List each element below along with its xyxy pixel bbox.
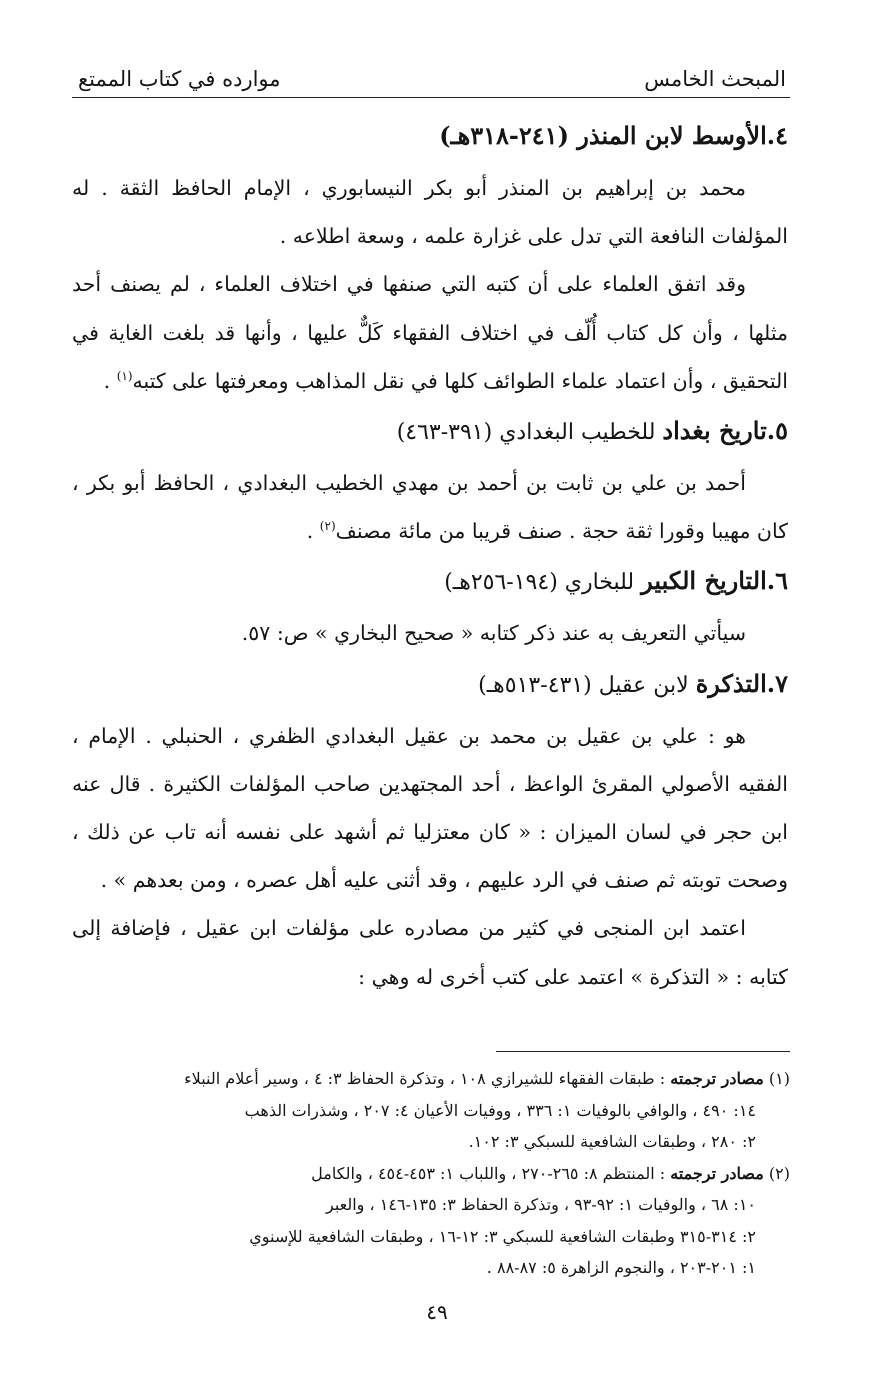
section-heading: ٤.الأوسط لابن المنذر (٢٤١-٣١٨هـ) xyxy=(439,121,788,150)
paragraph: سيأتي التعريف به عند ذكر كتابه « صحيح البخاري » ص: ٥٧. xyxy=(241,621,746,646)
footnote-ref[interactable]: (٢) xyxy=(319,519,336,534)
section-heading: ٦.التاريخ الكبير للبخاري (١٩٤-٢٥٦هـ) xyxy=(444,566,788,596)
section-heading: ٥.تاريخ بغداد للخطيب البغدادي (٣٩١-٤٦٣) xyxy=(396,416,788,446)
main-text xyxy=(72,110,788,1001)
section-heading: ٧.التذكرة لابن عقيل (٤٣١-٥١٣هـ) xyxy=(478,668,788,698)
paragraph: أحمد بن علي بن ثابت بن أحمد بن مهدي الخطيب البغدادي ، الحافظ أبو بكر ، كان مهيبا وقورا ثقة حجة . صنف قريبا من مائة مصنف$^{(٢)}$ . xyxy=(72,471,788,544)
footnote-ref[interactable]: (١) xyxy=(116,368,133,383)
section-al-tarikh-al-kabir xyxy=(72,555,788,657)
footnotes xyxy=(72,1063,790,1284)
header-divider xyxy=(72,97,790,98)
paragraph: هو : علي بن عقيل بن محمد بن عقيل البغدادي الظفري ، الحنبلي . الإمام ، الفقيه الأصولي المقرئ الواعظ ، أحد المجتهدين صاحب المؤلفات الكثيرة . قال عنه ابن حجر في لسان الميزان : « كان معتزليا ثم أشهد على نفسه أنه تاب عن ذلك ، وصحت توبته ثم صنف في الرد عليهم ، وقد أثنى عليه أهل عصره ، ومن بعدهم » . xyxy=(72,723,788,893)
page-number: ٤٩ xyxy=(426,1300,448,1324)
footnote-1: (١) مصادر ترجمته : طبقات الفقهاء للشيرازي ١٠٨ ، وتذكرة الحفاظ ٣: ٤ ، وسير أعلام النبلاء ١٤: ٤٩٠ ، والوافي بالوفيات ١: ٣٣٦ ، ووفيات الأعيان ٤: ٢٠٧ ، وشذرات الذهب ٢: ٢٨٠ ، وطبقات الشافعية للسبكي ٣: ١٠٢. xyxy=(184,1069,790,1151)
header-chapter-title: موارده في كتاب الممتع xyxy=(78,67,281,91)
paragraph: محمد بن إبراهيم بن المنذر أبو بكر النيسابوري ، الإمام الحافظ الثقة . له المؤلفات النافعة التي تدل على غزارة علمه ، وسعة اطلاعه . xyxy=(72,176,788,249)
section-tarikh-baghdad xyxy=(72,405,788,555)
header-section-title: المبحث الخامس xyxy=(644,67,786,91)
footnote-2: (٢) مصادر ترجمته : المنتظم ٨: ٢٦٥-٢٧٠ ، واللباب ١: ٤٥٣-٤٥٤ ، والكامل ١٠: ٦٨ ، والوفيات ١: ٩٢-٩٣ ، وتذكرة الحفاظ ٣: ١٣٥-١٤٦ ، والعبر ٢: ٣١٤-٣١٥ وطبقات الشافعية للسبكي ٣: ١٢-١٦ ، وطبقات الشافعية للإسنوي ١: ٢٠١-٢٠٣ ، والنجوم الزاهرة ٥: ٨٧-٨٨ . xyxy=(249,1163,790,1277)
paragraph: وقد اتفق العلماء على أن كتبه التي صنفها في اختلاف العلماء ، لم يصنف أحد مثلها ، وأن كل كتاب أُلّف في اختلاف الفقهاء كَلٌّ عليها ، وأنها قد بلغت الغاية في التحقيق ، وأن اعتماد علماء الطوائف كلها في نقل المذاهب ومعرفتها على كتبه$^{(١)}$ . xyxy=(72,272,788,393)
section-al-awsat xyxy=(72,110,788,405)
paragraph: اعتمد ابن المنجى في كثير من مصادره على مؤلفات ابن عقيل ، فإضافة إلى كتابه : « التذكرة » اعتمد على كتب أخرى له وهي : xyxy=(72,916,788,989)
running-header xyxy=(78,55,786,91)
section-al-tadhkira xyxy=(72,658,788,1001)
footnote-divider xyxy=(496,1051,790,1052)
